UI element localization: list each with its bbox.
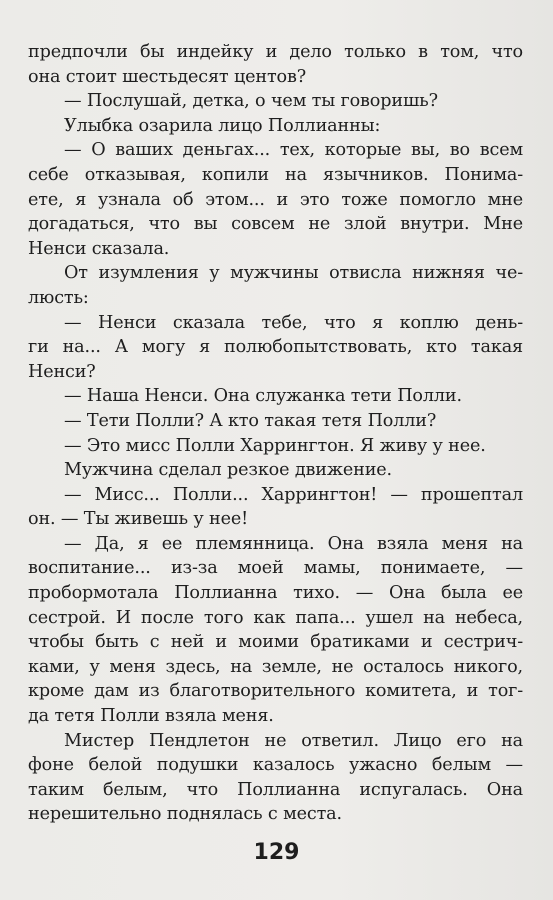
text-line: ги на... А могу я полюбопытствовать, кто такая <box>28 337 523 358</box>
text-line: нерешительно поднялась с места. <box>28 804 342 825</box>
text-line: — Тети Полли? А кто такая тетя Полли? <box>64 410 437 431</box>
text-line: — О ваших деньгах... тех, которые вы, во всем <box>64 140 523 161</box>
body-text <box>28 40 523 827</box>
text-line: — Наша Ненси. Она служанка тети Полли. <box>64 386 462 407</box>
text-line: — Послушай, детка, о чем ты говоришь? <box>64 91 438 112</box>
text-line: Ненси? <box>28 361 96 382</box>
text-line: Мужчина сделал резкое движение. <box>64 460 392 481</box>
text-line: — Мисс... Полли... Харрингтон! — прошептал <box>64 484 523 505</box>
text-line: От изумления у мужчины отвисла нижняя че- <box>64 263 523 284</box>
text-line: себе отказывая, копили на язычников. Понима- <box>28 164 523 185</box>
text-line: — Ненси сказала тебе, что я коплю день- <box>64 312 523 333</box>
text-line: пробормотала Поллианна тихо. — Она была ее <box>28 583 523 604</box>
text-line: Улыбка озарила лицо Поллианны: <box>64 115 381 136</box>
text-line: сестрой. И после того как папа... ушел на небеса, <box>28 607 523 628</box>
text-line: воспитание... из-за моей мамы, понимаете, — <box>28 558 523 579</box>
text-line: — Это мисс Полли Харрингтон. Я живу у нее. <box>64 435 486 456</box>
text-line: она стоит шестьдесят центов? <box>28 66 307 87</box>
text-line: Ненси сказала. <box>28 238 170 259</box>
text-line: кроме дам из благотворительного комитета, и тог- <box>28 681 523 702</box>
text-line: предпочли бы индейку и дело только в том, что <box>28 42 523 62</box>
text-line: Мистер Пендлетон не ответил. Лицо его на <box>64 730 523 751</box>
page-number: 129 <box>253 840 300 865</box>
text-line: — Да, я ее племянница. Она взяла меня на <box>64 533 523 554</box>
text-line: да тетя Полли взяла меня. <box>28 706 274 727</box>
text-line: чтобы быть с ней и моими братиками и сестрич- <box>28 632 523 653</box>
text-line: он. — Ты живешь у нее! <box>28 509 249 530</box>
text-line: люсть: <box>28 287 89 308</box>
text-line: ете, я узнала об этом... и это тоже помогло мне <box>28 189 523 210</box>
text-line: фоне белой подушки казалось ужасно белым — <box>28 755 523 776</box>
text-line: догадаться, что вы совсем не злой внутри. Мне <box>28 214 523 235</box>
text-line: ками, у меня здесь, на земле, не осталось никого, <box>28 656 523 677</box>
text-line: таким белым, что Поллианна испугалась. Она <box>28 779 523 800</box>
